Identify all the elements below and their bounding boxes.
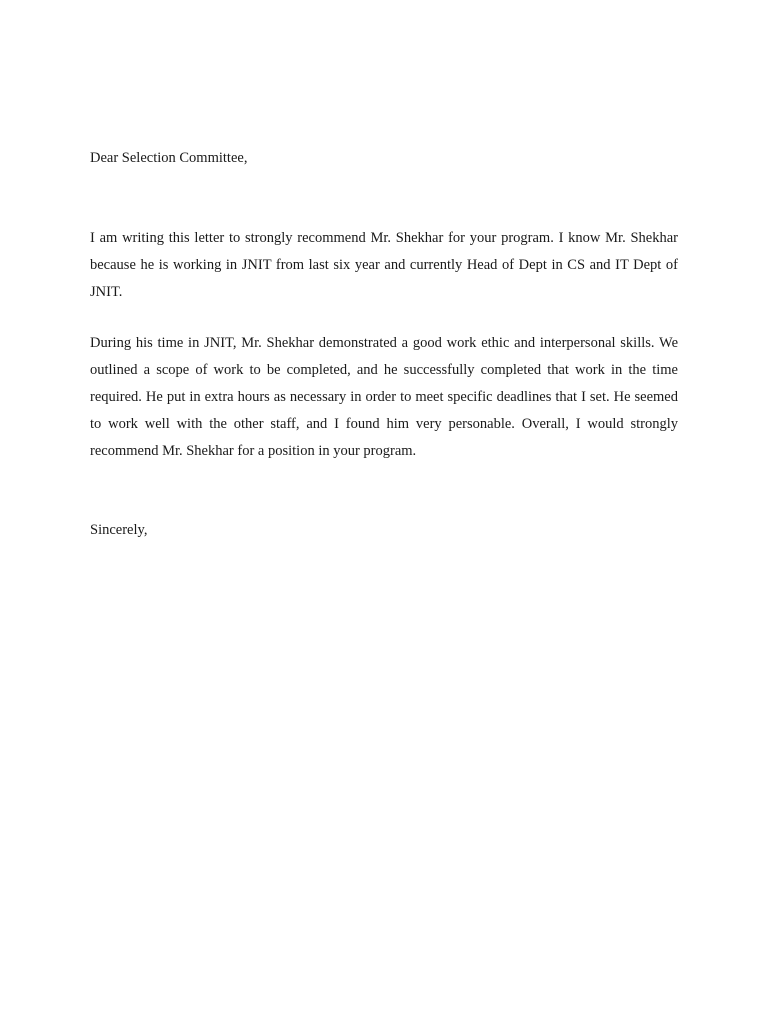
salutation: Dear Selection Committee,: [90, 150, 248, 166]
closing: Sincerely,: [90, 522, 148, 538]
paragraph-1: I am writing this letter to strongly recommend Mr. Shekhar for your program. I know Mr. Shekhar because he is working in JNIT from last six year and currently Head of Dept in CS and IT Dept of JNIT.: [90, 230, 678, 300]
paragraph-2: During his time in JNIT, Mr. Shekhar demonstrated a good work ethic and interpersonal skills. We outlined a scope of work to be completed, and he successfully completed that work in the time required. He put in extra hours as necessary in order to meet specific deadlines that I set. He seemed to work well with the other staff, and I found him very personable. Overall, I would strongly recommend Mr. Shekhar for a position in your program.: [90, 335, 678, 459]
